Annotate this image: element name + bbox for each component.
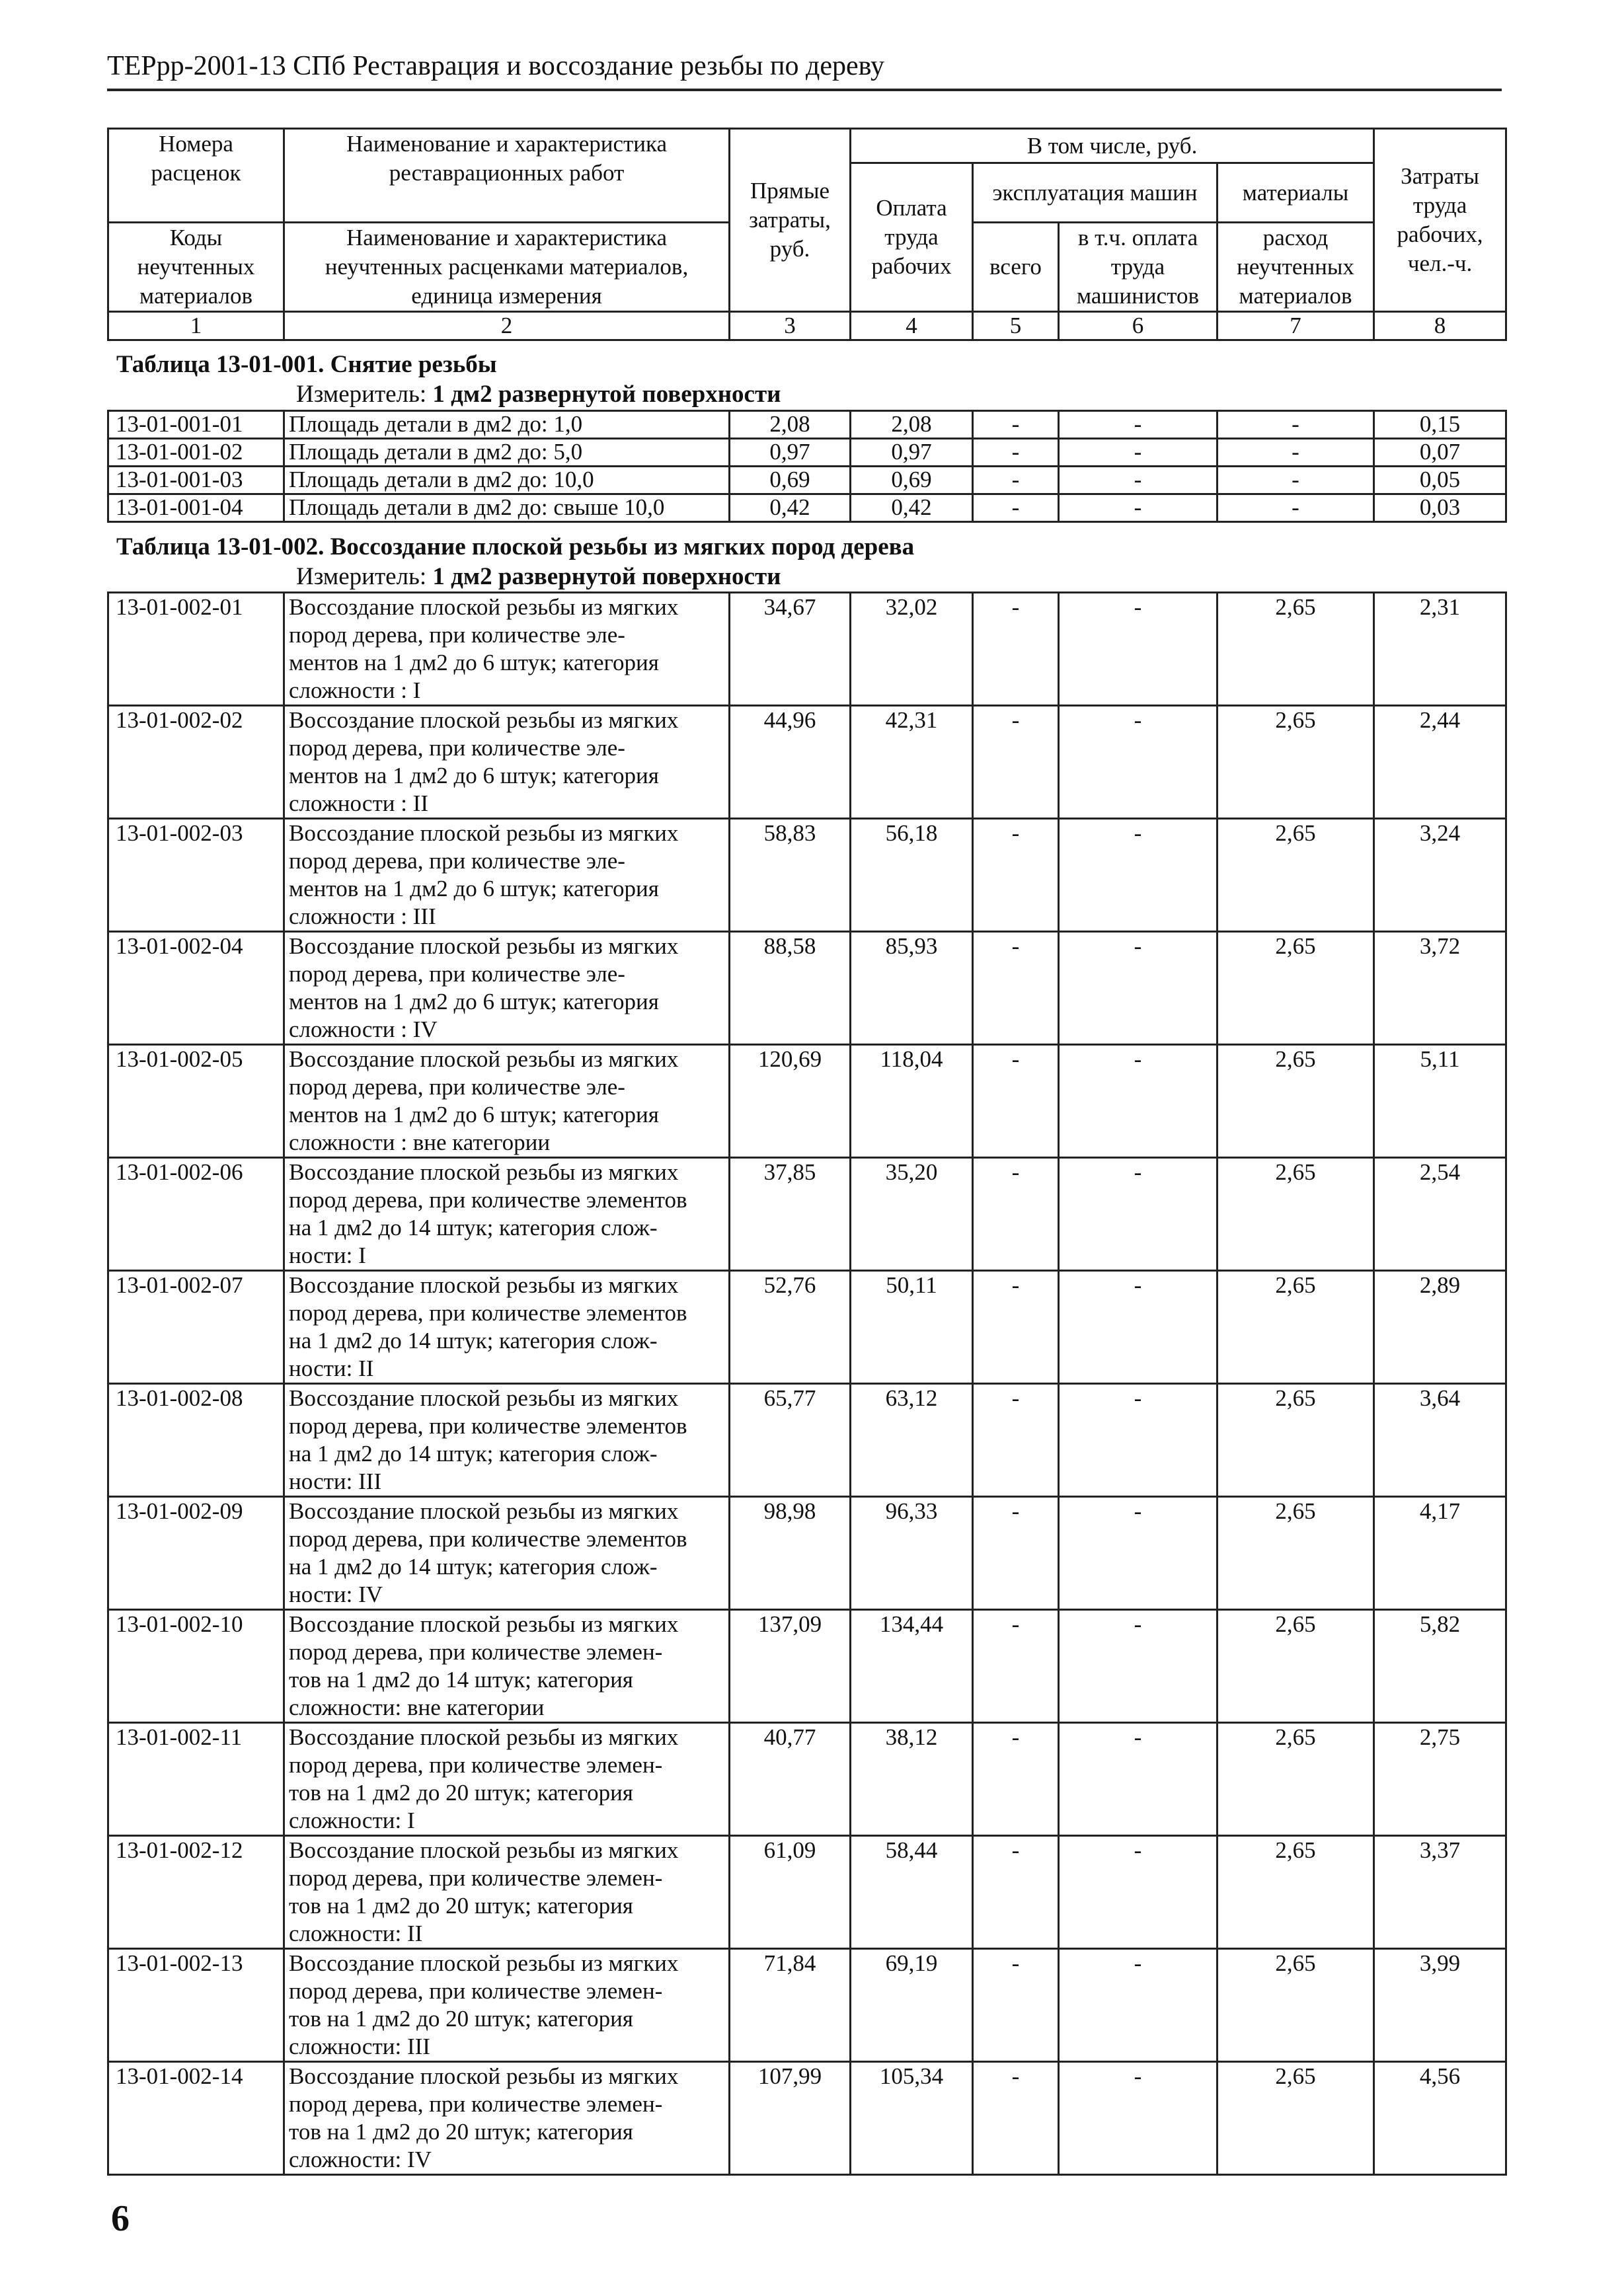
header-including: В том числе, руб. <box>851 129 1374 163</box>
document-title: ТЕРрр-2001-13 СПб Реставрация и воссоздание резьбы по дереву <box>107 51 885 81</box>
work-description <box>284 593 730 706</box>
machines-total-value: - <box>973 1497 1059 1610</box>
labor-pay-value: 38,12 <box>851 1723 973 1836</box>
machines-total-value: - <box>973 1836 1059 1949</box>
work-description-line: пород дерева, при количестве эле- <box>289 622 625 648</box>
labor-pay-value: 69,19 <box>851 1949 973 2062</box>
table-row <box>108 1045 1506 1158</box>
labor-hours-value: 3,24 <box>1374 819 1506 932</box>
work-description-line: ментов на 1 дм2 до 6 штук; категория <box>289 763 659 788</box>
labor-hours-value: 5,82 <box>1374 1610 1506 1723</box>
work-description: Площадь детали в дм2 до: 1,0 <box>284 411 730 439</box>
labor-pay-value: 0,42 <box>851 494 973 522</box>
rate-code: 13-01-002-03 <box>108 819 284 932</box>
materials-value: - <box>1218 467 1374 494</box>
work-description-line: тов на 1 дм2 до 14 штук; категория <box>289 1667 633 1693</box>
work-description-line: сложности : III <box>289 903 436 929</box>
table-title: Таблица 13-01-001. Снятие резьбы <box>116 351 497 378</box>
work-description-line: Воссоздание плоской резьбы из мягких <box>289 1837 679 1863</box>
labor-hours-value: 2,89 <box>1374 1271 1506 1384</box>
labor-pay-value: 32,02 <box>851 593 973 706</box>
materials-value: 2,65 <box>1218 1384 1374 1497</box>
table-13-01-002 <box>107 591 1507 2176</box>
rate-code: 13-01-002-11 <box>108 1723 284 1836</box>
labor-pay-value: 0,97 <box>851 439 973 467</box>
operators-pay-value: - <box>1059 932 1218 1045</box>
direct-costs-value: 61,09 <box>730 1836 851 1949</box>
work-description <box>284 1610 730 1723</box>
operators-pay-value: - <box>1059 1271 1218 1384</box>
labor-pay-value: 63,12 <box>851 1384 973 1497</box>
machines-total-value: - <box>973 411 1059 439</box>
table-row <box>108 706 1506 819</box>
materials-value: 2,65 <box>1218 1836 1374 1949</box>
work-description <box>284 706 730 819</box>
work-description-line: пород дерева, при количестве эле- <box>289 735 625 761</box>
work-description-line: пород дерева, при количестве элементов <box>289 1300 687 1326</box>
work-description-line: пород дерева, при количестве эле- <box>289 1074 625 1100</box>
materials-value: 2,65 <box>1218 1271 1374 1384</box>
direct-costs-value: 37,85 <box>730 1158 851 1271</box>
measure-prefix: Измеритель: <box>296 381 427 408</box>
direct-costs-value: 58,83 <box>730 819 851 932</box>
header-materials: материалы <box>1218 163 1374 223</box>
table-row <box>108 1610 1506 1723</box>
column-numbers-row <box>108 312 1506 340</box>
labor-pay-value: 42,31 <box>851 706 973 819</box>
direct-costs-value: 0,97 <box>730 439 851 467</box>
work-description-line: на 1 дм2 до 14 штук; категория слож- <box>289 1441 658 1467</box>
work-description-line: сложности : вне категории <box>289 1129 551 1155</box>
labor-hours-value: 2,75 <box>1374 1723 1506 1836</box>
work-description-line: Воссоздание плоской резьбы из мягких <box>289 1611 679 1637</box>
work-description-line: пород дерева, при количестве элемен- <box>289 2091 663 2117</box>
work-description <box>284 1497 730 1610</box>
column-number: 8 <box>1374 312 1506 340</box>
work-description-line: сложности : IV <box>289 1016 438 1042</box>
labor-pay-value: 2,08 <box>851 411 973 439</box>
header-material-names: Наименование и характеристика неучтенных расценками материалов, единица измерения <box>284 223 730 312</box>
column-number: 4 <box>851 312 973 340</box>
rate-code: 13-01-002-08 <box>108 1384 284 1497</box>
work-description-line: сложности : II <box>289 790 429 816</box>
rate-code: 13-01-001-02 <box>108 439 284 467</box>
column-number: 2 <box>284 312 730 340</box>
work-description <box>284 932 730 1045</box>
work-description <box>284 819 730 932</box>
rate-code: 13-01-002-02 <box>108 706 284 819</box>
direct-costs-value: 0,42 <box>730 494 851 522</box>
measure-value: 1 дм2 развернутой поверхности <box>432 563 781 590</box>
work-description-line: ментов на 1 дм2 до 6 штук; категория <box>289 989 659 1014</box>
work-description-line: пород дерева, при количестве элементов <box>289 1526 687 1552</box>
work-description-line: сложности: IV <box>289 2147 432 2172</box>
labor-hours-value: 4,56 <box>1374 2062 1506 2175</box>
work-description-line: пород дерева, при количестве эле- <box>289 961 625 987</box>
rate-code: 13-01-002-13 <box>108 1949 284 2062</box>
labor-hours-value: 2,54 <box>1374 1158 1506 1271</box>
work-description <box>284 1045 730 1158</box>
labor-hours-value: 3,37 <box>1374 1836 1506 1949</box>
labor-hours-value: 0,07 <box>1374 439 1506 467</box>
work-description-line: пород дерева, при количестве элемен- <box>289 1639 663 1665</box>
table-row <box>108 467 1506 494</box>
table-row <box>108 1384 1506 1497</box>
work-description-line: сложности: I <box>289 1808 415 1833</box>
labor-hours-value: 3,72 <box>1374 932 1506 1045</box>
work-description-line: ности: II <box>289 1355 374 1381</box>
work-description-line: Воссоздание плоской резьбы из мягких <box>289 707 679 733</box>
work-description-line: ности: I <box>289 1242 366 1268</box>
work-description-line: тов на 1 дм2 до 20 штук; категория <box>289 1893 633 1919</box>
operators-pay-value: - <box>1059 819 1218 932</box>
work-description: Площадь детали в дм2 до: 5,0 <box>284 439 730 467</box>
machines-total-value: - <box>973 494 1059 522</box>
direct-costs-value: 2,08 <box>730 411 851 439</box>
work-description <box>284 1158 730 1271</box>
labor-pay-value: 118,04 <box>851 1045 973 1158</box>
labor-pay-value: 35,20 <box>851 1158 973 1271</box>
materials-value: 2,65 <box>1218 1497 1374 1610</box>
direct-costs-value: 52,76 <box>730 1271 851 1384</box>
labor-pay-value: 50,11 <box>851 1271 973 1384</box>
column-number: 5 <box>973 312 1059 340</box>
rate-code: 13-01-001-03 <box>108 467 284 494</box>
machines-total-value: - <box>973 706 1059 819</box>
table-row <box>108 593 1506 706</box>
work-description-line: тов на 1 дм2 до 20 штук; категория <box>289 2006 633 2032</box>
labor-hours-value: 0,15 <box>1374 411 1506 439</box>
rate-code: 13-01-002-12 <box>108 1836 284 1949</box>
work-description-line: пород дерева, при количестве элемен- <box>289 1978 663 2004</box>
materials-value: - <box>1218 411 1374 439</box>
work-description-line: Воссоздание плоской резьбы из мягких <box>289 1724 679 1750</box>
work-description-line: ности: III <box>289 1468 382 1494</box>
labor-pay-value: 0,69 <box>851 467 973 494</box>
materials-value: 2,65 <box>1218 1610 1374 1723</box>
work-description <box>284 2062 730 2175</box>
column-number: 3 <box>730 312 851 340</box>
materials-value: 2,65 <box>1218 1158 1374 1271</box>
direct-costs-value: 107,99 <box>730 2062 851 2175</box>
materials-value: 2,65 <box>1218 1723 1374 1836</box>
rate-code: 13-01-002-04 <box>108 932 284 1045</box>
rate-code: 13-01-002-07 <box>108 1271 284 1384</box>
header-material-codes: Коды неучтенных материалов <box>108 223 284 312</box>
machines-total-value: - <box>973 593 1059 706</box>
rate-code: 13-01-001-04 <box>108 494 284 522</box>
header-labor-pay: Оплата труда рабочих <box>851 163 973 312</box>
operators-pay-value: - <box>1059 1384 1218 1497</box>
table-title: Таблица 13-01-002. Воссоздание плоской резьбы из мягких пород дерева <box>116 533 915 560</box>
work-description-line: ментов на 1 дм2 до 6 штук; категория <box>289 876 659 901</box>
page-number: 6 <box>111 2198 130 2239</box>
rate-code: 13-01-002-10 <box>108 1610 284 1723</box>
work-description-line: сложности: вне категории <box>289 1695 545 1720</box>
table-row <box>108 439 1506 467</box>
measure-prefix: Измеритель: <box>296 563 427 590</box>
work-description-line: тов на 1 дм2 до 20 штук; категория <box>289 2119 633 2145</box>
materials-value: 2,65 <box>1218 819 1374 932</box>
table-row <box>108 1271 1506 1384</box>
materials-value: - <box>1218 494 1374 522</box>
materials-value: 2,65 <box>1218 593 1374 706</box>
operators-pay-value: - <box>1059 1045 1218 1158</box>
work-description <box>284 1384 730 1497</box>
direct-costs-value: 65,77 <box>730 1384 851 1497</box>
work-description-line: Воссоздание плоской резьбы из мягких <box>289 933 679 959</box>
rate-code: 13-01-002-05 <box>108 1045 284 1158</box>
materials-value: 2,65 <box>1218 706 1374 819</box>
machines-total-value: - <box>973 1949 1059 2062</box>
labor-hours-value: 2,31 <box>1374 593 1506 706</box>
work-description-line: Воссоздание плоской резьбы из мягких <box>289 1498 679 1524</box>
direct-costs-value: 98,98 <box>730 1497 851 1610</box>
direct-costs-value: 137,09 <box>730 1610 851 1723</box>
work-description-line: Воссоздание плоской резьбы из мягких <box>289 594 679 620</box>
operators-pay-value: - <box>1059 593 1218 706</box>
page-header <box>107 46 1502 91</box>
table-row <box>108 1497 1506 1610</box>
work-description-line: сложности: II <box>289 1921 423 1946</box>
header-machines: эксплуатация машин <box>973 163 1218 223</box>
work-description-line: пород дерева, при количестве элемен- <box>289 1865 663 1891</box>
labor-pay-value: 134,44 <box>851 1610 973 1723</box>
operators-pay-value: - <box>1059 706 1218 819</box>
operators-pay-value: - <box>1059 1610 1218 1723</box>
operators-pay-value: - <box>1059 1723 1218 1836</box>
machines-total-value: - <box>973 439 1059 467</box>
work-description-line: пород дерева, при количестве элементов <box>289 1187 687 1213</box>
labor-hours-value: 0,05 <box>1374 467 1506 494</box>
labor-pay-value: 105,34 <box>851 2062 973 2175</box>
labor-hours-value: 3,99 <box>1374 1949 1506 2062</box>
materials-value: 2,65 <box>1218 932 1374 1045</box>
header-rate-numbers: Номера расценок <box>108 129 284 223</box>
table-measure <box>296 562 781 591</box>
header-work-name: Наименование и характеристика реставрационных работ <box>284 129 730 223</box>
work-description-line: сложности: III <box>289 2034 430 2059</box>
materials-value: 2,65 <box>1218 1045 1374 1158</box>
operators-pay-value: - <box>1059 494 1218 522</box>
work-description-line: Воссоздание плоской резьбы из мягких <box>289 1385 679 1411</box>
table-row <box>108 1836 1506 1949</box>
work-description <box>284 1949 730 2062</box>
work-description-line: Воссоздание плоской резьбы из мягких <box>289 820 679 846</box>
machines-total-value: - <box>973 2062 1059 2175</box>
header-direct-costs: Прямые затраты, руб. <box>730 129 851 312</box>
table-row <box>108 932 1506 1045</box>
work-description-line: ности: IV <box>289 1582 383 1607</box>
machines-total-value: - <box>973 932 1059 1045</box>
labor-pay-value: 56,18 <box>851 819 973 932</box>
rate-code: 13-01-002-14 <box>108 2062 284 2175</box>
table-row <box>108 411 1506 439</box>
work-description-line: ментов на 1 дм2 до 6 штук; категория <box>289 1102 659 1127</box>
labor-hours-value: 5,11 <box>1374 1045 1506 1158</box>
work-description-line: Воссоздание плоской резьбы из мягких <box>289 1159 679 1185</box>
labor-hours-value: 2,44 <box>1374 706 1506 819</box>
work-description-line: Воссоздание плоской резьбы из мягких <box>289 1950 679 1976</box>
operators-pay-value: - <box>1059 439 1218 467</box>
work-description-line: Воссоздание плоской резьбы из мягких <box>289 1272 679 1298</box>
operators-pay-value: - <box>1059 411 1218 439</box>
header-operators-pay: в т.ч. оплата труда машинистов <box>1059 223 1218 312</box>
operators-pay-value: - <box>1059 467 1218 494</box>
header-materials-usage: расход неучтенных материалов <box>1218 223 1374 312</box>
operators-pay-value: - <box>1059 1949 1218 2062</box>
materials-value: - <box>1218 439 1374 467</box>
table-header <box>107 128 1507 341</box>
machines-total-value: - <box>973 819 1059 932</box>
labor-hours-value: 0,03 <box>1374 494 1506 522</box>
work-description <box>284 1271 730 1384</box>
work-description-line: пород дерева, при количестве элементов <box>289 1413 687 1439</box>
work-description-line: Воссоздание плоской резьбы из мягких <box>289 2063 679 2089</box>
labor-pay-value: 96,33 <box>851 1497 973 1610</box>
column-number: 6 <box>1059 312 1218 340</box>
direct-costs-value: 44,96 <box>730 706 851 819</box>
work-description: Площадь детали в дм2 до: свыше 10,0 <box>284 494 730 522</box>
machines-total-value: - <box>973 467 1059 494</box>
materials-value: 2,65 <box>1218 1949 1374 2062</box>
rate-code: 13-01-002-01 <box>108 593 284 706</box>
machines-total-value: - <box>973 1045 1059 1158</box>
table-row <box>108 494 1506 522</box>
work-description-line: Воссоздание плоской резьбы из мягких <box>289 1046 679 1072</box>
labor-hours-value: 3,64 <box>1374 1384 1506 1497</box>
work-description-line: пород дерева, при количестве эле- <box>289 848 625 874</box>
work-description-line: на 1 дм2 до 14 штук; категория слож- <box>289 1554 658 1580</box>
machines-total-value: - <box>973 1723 1059 1836</box>
direct-costs-value: 120,69 <box>730 1045 851 1158</box>
direct-costs-value: 88,58 <box>730 932 851 1045</box>
table-row <box>108 819 1506 932</box>
header-labor-hours: Затраты труда рабочих, чел.-ч. <box>1374 129 1506 312</box>
work-description: Площадь детали в дм2 до: 10,0 <box>284 467 730 494</box>
work-description-line: пород дерева, при количестве элемен- <box>289 1752 663 1778</box>
operators-pay-value: - <box>1059 1836 1218 1949</box>
table-13-01-001 <box>107 410 1507 523</box>
operators-pay-value: - <box>1059 1497 1218 1610</box>
measure-value: 1 дм2 развернутой поверхности <box>432 381 781 408</box>
direct-costs-value: 40,77 <box>730 1723 851 1836</box>
rate-code: 13-01-002-06 <box>108 1158 284 1271</box>
header-machines-total: всего <box>973 223 1059 312</box>
work-description <box>284 1723 730 1836</box>
machines-total-value: - <box>973 1158 1059 1271</box>
column-number: 7 <box>1218 312 1374 340</box>
machines-total-value: - <box>973 1610 1059 1723</box>
labor-pay-value: 58,44 <box>851 1836 973 1949</box>
table-row <box>108 1158 1506 1271</box>
operators-pay-value: - <box>1059 2062 1218 2175</box>
work-description <box>284 1836 730 1949</box>
column-number: 1 <box>108 312 284 340</box>
work-description-line: сложности : I <box>289 677 421 703</box>
machines-total-value: - <box>973 1384 1059 1497</box>
labor-pay-value: 85,93 <box>851 932 973 1045</box>
direct-costs-value: 0,69 <box>730 467 851 494</box>
work-description-line: на 1 дм2 до 14 штук; категория слож- <box>289 1328 658 1354</box>
work-description-line: тов на 1 дм2 до 20 штук; категория <box>289 1780 633 1806</box>
machines-total-value: - <box>973 1271 1059 1384</box>
materials-value: 2,65 <box>1218 2062 1374 2175</box>
rate-code: 13-01-001-01 <box>108 411 284 439</box>
operators-pay-value: - <box>1059 1158 1218 1271</box>
table-row <box>108 1723 1506 1836</box>
work-description-line: на 1 дм2 до 14 штук; категория слож- <box>289 1215 658 1240</box>
labor-hours-value: 4,17 <box>1374 1497 1506 1610</box>
direct-costs-value: 71,84 <box>730 1949 851 2062</box>
rate-code: 13-01-002-09 <box>108 1497 284 1610</box>
work-description-line: ментов на 1 дм2 до 6 штук; категория <box>289 650 659 675</box>
table-row <box>108 1949 1506 2062</box>
direct-costs-value: 34,67 <box>730 593 851 706</box>
table-measure <box>296 380 781 409</box>
table-row <box>108 2062 1506 2175</box>
